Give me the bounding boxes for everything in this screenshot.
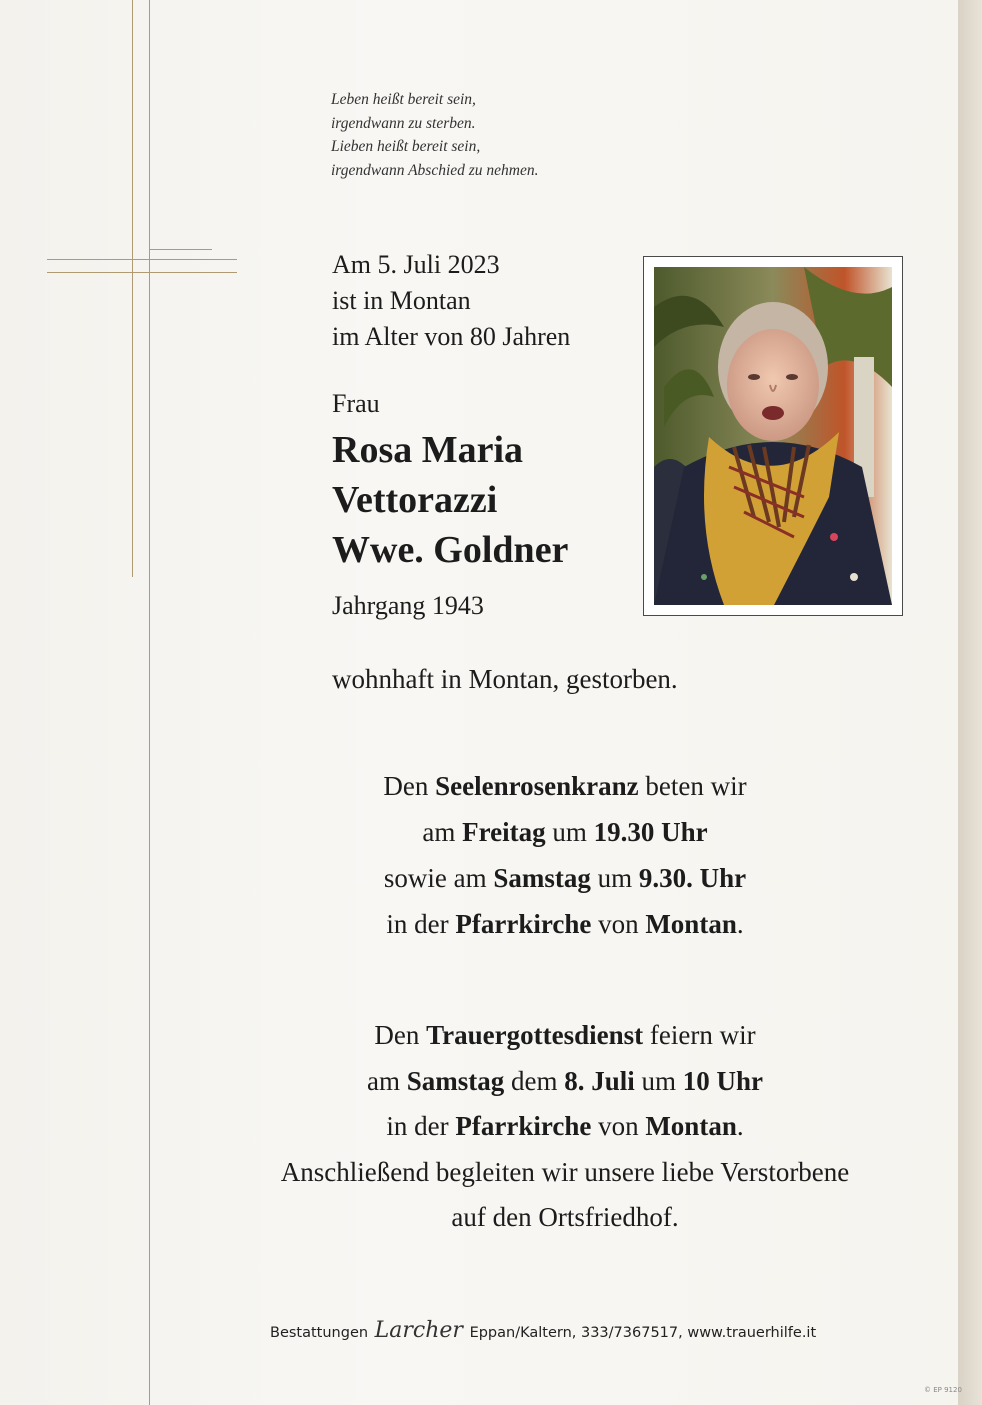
death-notice-intro bbox=[332, 247, 570, 355]
residence-line: wohnhaft in Montan, gestorben. bbox=[332, 664, 678, 694]
rosary-line-1: Den Seelenrosenkranz beten wir bbox=[383, 771, 747, 801]
rosary-line-3: sowie am Samstag um 9.30. Uhr bbox=[383, 863, 747, 893]
death-date: Am 5. Juli 2023 bbox=[332, 250, 500, 279]
cross-horizontal-line-top bbox=[47, 259, 237, 260]
age-at-death: im Alter von 80 Jahren bbox=[332, 322, 571, 351]
birth-year: Jahrgang 1943 bbox=[332, 591, 484, 620]
funeral-line-4: Anschließend begleiten wir unsere liebe Verstorbene bbox=[280, 1156, 850, 1187]
name-line: Rosa Maria bbox=[332, 429, 524, 471]
rosary-announcement bbox=[200, 763, 930, 947]
name-line: Wwe. Goldner bbox=[332, 529, 569, 571]
footer-contact: Eppan/Kaltern, 333/7367517, www.trauerhilfe.it bbox=[469, 1325, 817, 1341]
salutation: Frau bbox=[332, 389, 380, 418]
deceased-name bbox=[332, 425, 568, 575]
funeral-home-footer bbox=[270, 1318, 870, 1343]
cross-vertical-line-right bbox=[149, 0, 150, 1405]
memorial-verse bbox=[331, 88, 651, 182]
cross-short-line bbox=[149, 249, 212, 250]
name-line: Vettorazzi bbox=[332, 479, 498, 521]
verse-line: irgendwann Abschied zu nehmen. bbox=[331, 161, 539, 179]
funeral-home-logo: Larcher bbox=[374, 1318, 463, 1343]
portrait-illustration bbox=[654, 267, 892, 605]
rosary-line-2: am Freitag um 19.30 Uhr bbox=[422, 817, 708, 847]
verse-line: irgendwann zu sterben. bbox=[331, 114, 476, 132]
funeral-line-1: Den Trauergottesdienst feiern wir bbox=[374, 1020, 756, 1050]
page-edge bbox=[958, 0, 982, 1405]
print-code: © EP 9120 bbox=[924, 1386, 962, 1394]
verse-line: Lieben heißt bereit sein, bbox=[331, 138, 481, 155]
verse-line: Leben heißt bereit sein, bbox=[331, 91, 476, 108]
cross-horizontal-line-bottom bbox=[47, 272, 237, 273]
portrait-frame bbox=[643, 256, 903, 616]
cross-vertical-line-left bbox=[132, 0, 133, 577]
rosary-line-4: in der Pfarrkirche von Montan. bbox=[386, 909, 744, 939]
funeral-line-3: in der Pfarrkirche von Montan. bbox=[386, 1111, 744, 1141]
footer-prefix: Bestattungen bbox=[270, 1325, 369, 1341]
funeral-announcement bbox=[200, 1013, 930, 1241]
portrait-photo bbox=[654, 267, 892, 605]
funeral-line-5: auf den Ortsfriedhof. bbox=[451, 1202, 679, 1232]
death-place: ist in Montan bbox=[332, 286, 471, 315]
funeral-line-2: am Samstag dem 8. Juli um 10 Uhr bbox=[366, 1065, 764, 1096]
